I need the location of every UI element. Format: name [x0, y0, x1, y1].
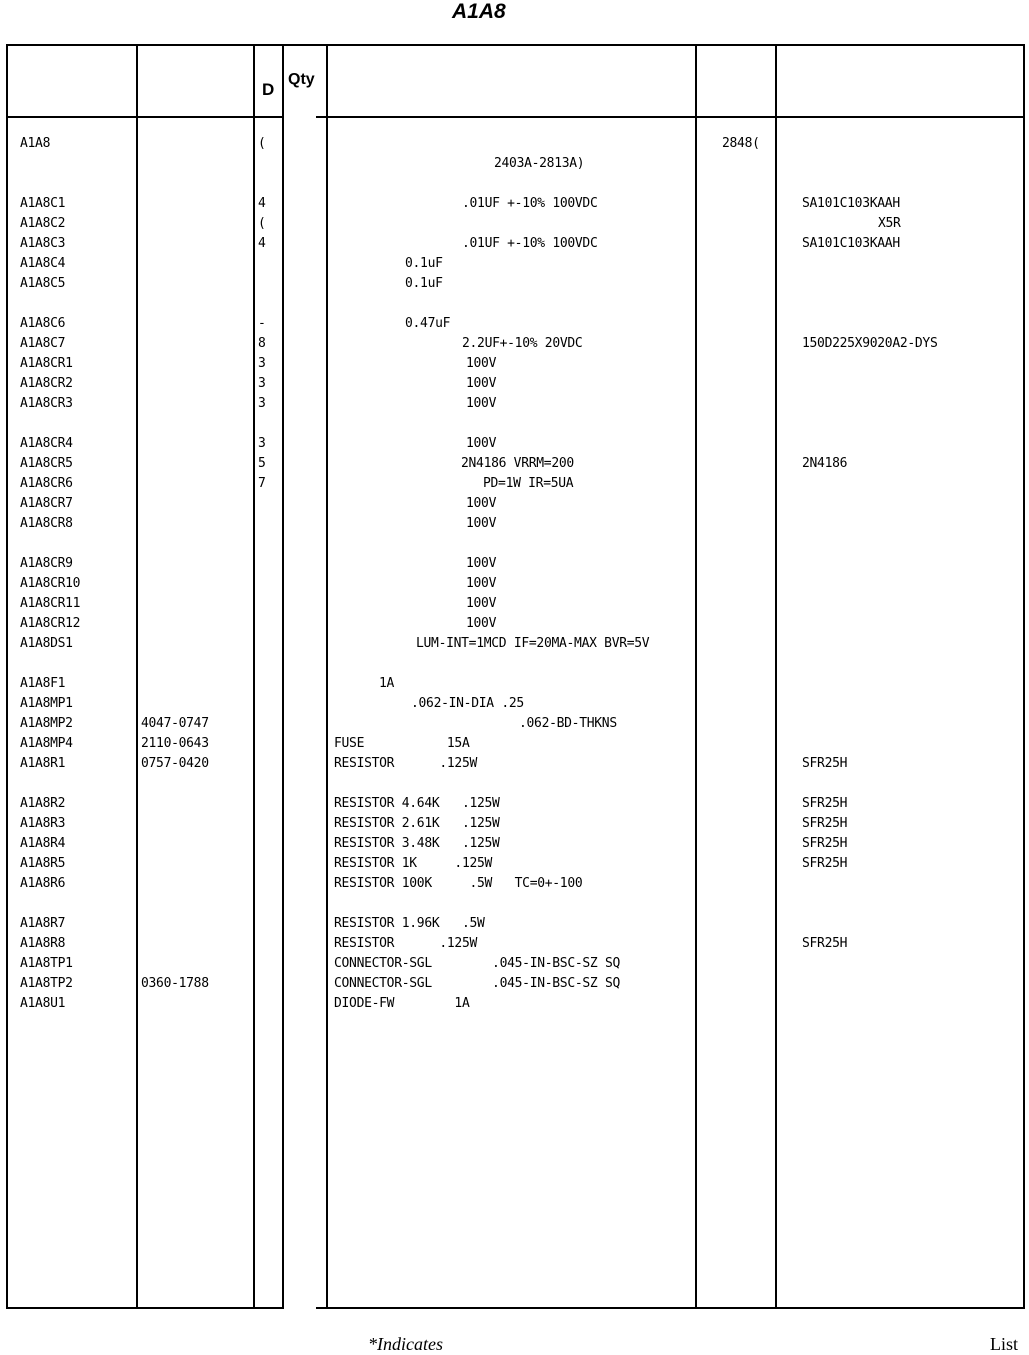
check-digit: 4 — [258, 236, 266, 251]
header-divider-left — [6, 116, 284, 118]
reference-designator: A1A8TP2 — [20, 976, 73, 991]
reference-designator: A1A8CR3 — [20, 396, 73, 411]
reference-designator: A1A8CR2 — [20, 376, 73, 391]
reference-designator: A1A8R3 — [20, 816, 66, 831]
col-line-5 — [695, 44, 697, 1309]
reference-designator: A1A8 — [20, 136, 51, 151]
reference-designator: A1A8C4 — [20, 256, 66, 271]
reference-designator: A1A8CR12 — [20, 616, 81, 631]
description: CONNECTOR-SGL .045-IN-BSC-SZ SQ — [334, 956, 621, 971]
description: 0.47uF — [405, 316, 451, 331]
header-qty: Qty — [288, 71, 315, 88]
reference-designator: A1A8R7 — [20, 916, 66, 931]
reference-designator: A1A8CR6 — [20, 476, 73, 491]
description: 100V — [466, 396, 497, 411]
reference-designator: A1A8CR10 — [20, 576, 81, 591]
check-digit: 8 — [258, 336, 266, 351]
description: 0.1uF — [405, 256, 443, 271]
mfr-part-number: SA101C103KAAH — [802, 196, 900, 211]
description: 100V — [466, 556, 497, 571]
part-number: 0360-1788 — [141, 976, 209, 991]
reference-designator: A1A8R6 — [20, 876, 66, 891]
reference-designator: A1A8R1 — [20, 756, 66, 771]
header-d: D — [262, 80, 275, 99]
description: 100V — [466, 496, 497, 511]
description: .062-BD-THKNS — [519, 716, 617, 731]
check-digit: ( — [258, 216, 266, 231]
reference-designator: A1A8C5 — [20, 276, 66, 291]
description: RESISTOR 1K .125W — [334, 856, 493, 871]
mfr-part-number: 2N4186 — [802, 456, 848, 471]
col-line-3 — [282, 44, 284, 1309]
reference-designator: A1A8F1 — [20, 676, 66, 691]
reference-designator: A1A8CR8 — [20, 516, 73, 531]
description: .01UF +-10% 100VDC — [462, 196, 598, 211]
description: 2.2UF+-10% 20VDC — [462, 336, 583, 351]
description: RESISTOR 3.48K .125W — [334, 836, 500, 851]
reference-designator: A1A8DS1 — [20, 636, 73, 651]
mfr-part-number: 150D225X9020A2-DYS — [802, 336, 938, 351]
page-title: A1A8 — [452, 0, 506, 23]
reference-designator: A1A8C2 — [20, 216, 66, 231]
reference-designator: A1A8C3 — [20, 236, 66, 251]
part-number: 4047-0747 — [141, 716, 209, 731]
description: FUSE 15A — [334, 736, 470, 751]
description: 100V — [466, 596, 497, 611]
description: .062-IN-DIA .25 — [411, 696, 524, 711]
description: RESISTOR 4.64K .125W — [334, 796, 500, 811]
description: RESISTOR 100K .5W TC=0+-100 — [334, 876, 583, 891]
check-digit: 3 — [258, 376, 266, 391]
mfr-part-number: SFR25H — [802, 796, 848, 811]
col-line-0 — [6, 44, 8, 1309]
reference-designator: A1A8MP1 — [20, 696, 73, 711]
table-top-border-right — [316, 44, 1025, 46]
mfr-part-number: X5R — [878, 216, 901, 231]
description: CONNECTOR-SGL .045-IN-BSC-SZ SQ — [334, 976, 621, 991]
col-line-2 — [253, 44, 255, 1309]
reference-designator: A1A8CR1 — [20, 356, 73, 371]
reference-designator: A1A8CR11 — [20, 596, 81, 611]
description: 2N4186 VRRM=200 — [461, 456, 574, 471]
reference-designator: A1A8C1 — [20, 196, 66, 211]
reference-designator: A1A8MP2 — [20, 716, 73, 731]
description: 100V — [466, 436, 497, 451]
description: RESISTOR 2.61K .125W — [334, 816, 500, 831]
col-line-4 — [326, 44, 328, 1309]
mfr-part-number: SFR25H — [802, 836, 848, 851]
col-line-1 — [136, 44, 138, 1309]
col-line-7 — [1023, 44, 1025, 1309]
footer-list: List — [990, 1334, 1019, 1354]
check-digit: 4 — [258, 196, 266, 211]
footer-note: *Indicates — [368, 1334, 443, 1354]
description: 2403A-2813A) — [494, 156, 585, 171]
reference-designator: A1A8R5 — [20, 856, 66, 871]
check-digit: - — [258, 316, 266, 331]
reference-designator: A1A8R8 — [20, 936, 66, 951]
description: 1A — [379, 676, 395, 691]
reference-designator: A1A8TP1 — [20, 956, 73, 971]
table-bottom-border-right — [316, 1307, 1025, 1309]
part-number: 2110-0643 — [141, 736, 209, 751]
check-digit: 3 — [258, 356, 266, 371]
header-divider-right — [316, 116, 1025, 118]
description: LUM-INT=1MCD IF=20MA-MAX BVR=5V — [416, 636, 650, 651]
mfr-part-number: SA101C103KAAH — [802, 236, 900, 251]
check-digit: 3 — [258, 396, 266, 411]
check-digit: 3 — [258, 436, 266, 451]
mfr-part-number: SFR25H — [802, 756, 848, 771]
col-line-6 — [775, 44, 777, 1309]
reference-designator: A1A8R2 — [20, 796, 66, 811]
reference-designator: A1A8CR7 — [20, 496, 73, 511]
table-top-border-left — [6, 44, 316, 46]
description: PD=1W IR=5UA — [483, 476, 574, 491]
description: 100V — [466, 516, 497, 531]
description: RESISTOR 1.96K .5W — [334, 916, 485, 931]
reference-designator: A1A8R4 — [20, 836, 66, 851]
description: 100V — [466, 376, 497, 391]
description: 100V — [466, 576, 497, 591]
check-digit: 5 — [258, 456, 266, 471]
mfr-part-number: SFR25H — [802, 936, 848, 951]
reference-designator: A1A8CR5 — [20, 456, 73, 471]
mfr-part-number: SFR25H — [802, 816, 848, 831]
part-number: 0757-0420 — [141, 756, 209, 771]
description: RESISTOR .125W — [334, 936, 478, 951]
description: 100V — [466, 616, 497, 631]
check-digit: ( — [258, 136, 266, 151]
description: .01UF +-10% 100VDC — [462, 236, 598, 251]
reference-designator: A1A8CR4 — [20, 436, 73, 451]
table-bottom-border-left — [6, 1307, 284, 1309]
description: RESISTOR .125W — [334, 756, 478, 771]
description: 0.1uF — [405, 276, 443, 291]
check-digit: 7 — [258, 476, 266, 491]
reference-designator: A1A8CR9 — [20, 556, 73, 571]
mfr-part-number: SFR25H — [802, 856, 848, 871]
reference-designator: A1A8C6 — [20, 316, 66, 331]
description: DIODE-FW 1A — [334, 996, 470, 1011]
reference-designator: A1A8U1 — [20, 996, 66, 1011]
reference-designator: A1A8C7 — [20, 336, 66, 351]
reference-designator: A1A8MP4 — [20, 736, 73, 751]
mfr-code: 2848( — [722, 136, 760, 151]
description: 100V — [466, 356, 497, 371]
